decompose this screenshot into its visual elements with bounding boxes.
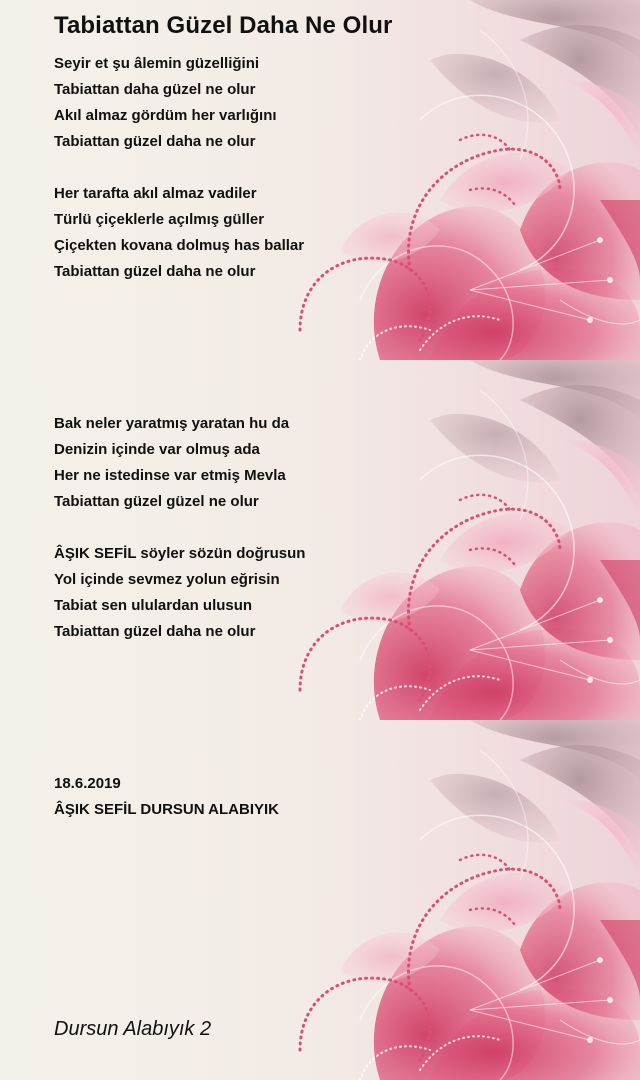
poem-line: Türlü çiçeklerle açılmış güller <box>54 211 265 228</box>
poet-signature: ÂŞIK SEFİL DURSUN ALABIYIK <box>54 801 280 818</box>
poem-line: Tabiattan daha güzel ne olur <box>54 81 256 98</box>
poem-line: Bak neler yaratmış yaratan hu da <box>54 415 290 432</box>
poem-line: Tabiattan güzel daha ne olur <box>54 263 256 280</box>
poem-line: Yol içinde sevmez yolun eğrisin <box>54 571 280 588</box>
poem-line: Her tarafta akıl almaz vadiler <box>54 185 257 202</box>
signature-block <box>54 771 279 823</box>
poem-line: Denizin içinde var olmuş ada <box>54 441 260 458</box>
poem-line: Her ne istedinse var etmiş Mevla <box>54 467 286 484</box>
poem-line: Tabiat sen ululardan ulusun <box>54 597 253 614</box>
poem-line: Tabiattan güzel daha ne olur <box>54 133 256 150</box>
poem-line: ÂŞIK SEFİL söyler sözün doğrusun <box>54 545 306 562</box>
poem-line: Seyir et şu âlemin güzelliğini <box>54 55 260 72</box>
stanza-1 <box>54 51 277 155</box>
stanza-3 <box>54 411 289 515</box>
stanza-4 <box>54 541 305 645</box>
poem-line: Akıl almaz gördüm her varlığını <box>54 107 277 124</box>
poem-line: Tabiattan güzel güzel ne olur <box>54 493 259 510</box>
poem-date: 18.6.2019 <box>54 775 121 792</box>
stanza-2 <box>54 181 304 285</box>
poem-line: Tabiattan güzel daha ne olur <box>54 623 256 640</box>
poem-line: Çiçekten kovana dolmuş has ballar <box>54 237 305 254</box>
author-name: Dursun Alabıyık 2 <box>54 1018 212 1040</box>
poem-title: Tabiattan Güzel Daha Ne Olur <box>54 12 393 39</box>
